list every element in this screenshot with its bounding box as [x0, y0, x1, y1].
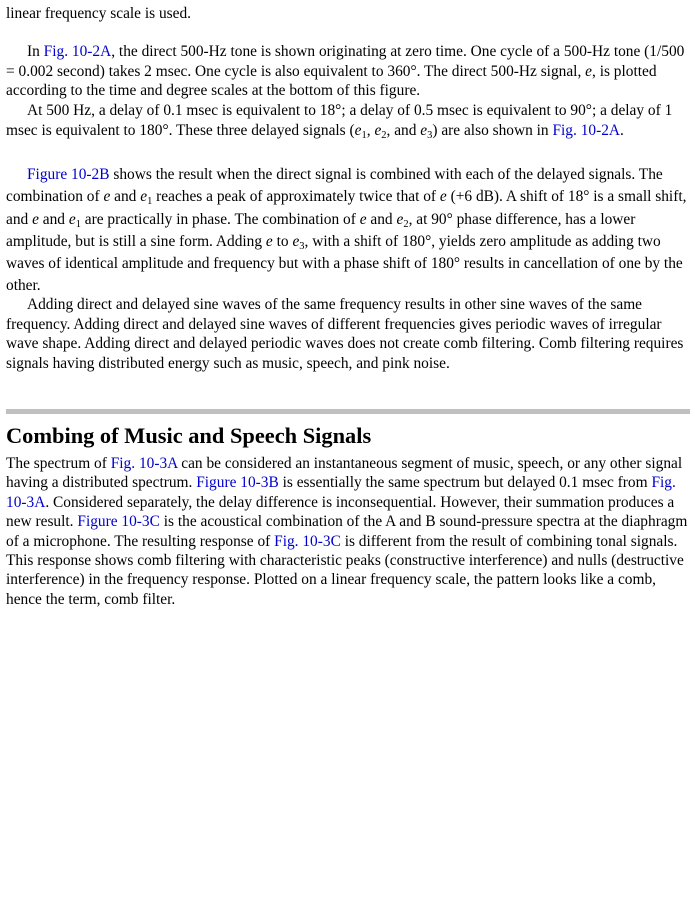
paragraph-sine-waves: Adding direct and delayed sine waves of the same frequency results in other sine waves of the same frequency. Adding direct and delayed sine waves of different frequencies gives periodic waves of irregular wave shape. Adding direct and delayed periodic waves does not create comb filtering. Comb filtering requires signals having distributed energy such as music, speech, and pink noise.	[6, 296, 684, 372]
link-figure-10-3c[interactable]: Figure 10-3C	[77, 513, 160, 531]
link-fig-10-2a[interactable]: Fig. 10-2A	[43, 43, 112, 60]
section-heading: Combing of Music and Speech Signals	[6, 423, 372, 448]
paragraph-delays: At 500 Hz, a delay of 0.1 msec is equivalent to 18°; a delay of 0.5 msec is equivalent to 90°; a delay of 1 msec is equivalent to 180°. These three delayed signals ($e_1$, $e_2$, and $e_3$) are also shown in Fig. 10-2A.	[6, 102, 673, 141]
paragraph-fig-10-2b: Figure 10-2B shows the result when the direct signal is combined with each of the delayed signals. The combination of e and $e_1$ reaches a peak of approximately twice that of e (+6 dB). A shift of 18° is a small shift, and e and $e_1$ are practically in phase. The combination of e and $e_2$, at 90° phase difference, has a lower amplitude, but is still a sine form. Adding e to $e_3$, with a shift of 180°, yields zero amplitude as adding two waves of identical amplitude and frequency but with a phase shift of 180° results in cancellation of one by the other.	[6, 166, 687, 295]
paragraph-fig-10-2a: In Fig. 10-2A, the direct 500-Hz tone is shown originating at zero time. One cycle of a 500-Hz tone (1/500 = 0.002 second) takes 2 msec. One cycle is also equivalent to 360°. The direct 500-Hz signal, e, is plotted according to the time and degree scales at the bottom of this figure.	[6, 43, 685, 100]
intro-line: linear frequency scale is used.	[6, 5, 192, 22]
paragraph-combing: The spectrum of Fig. 10-3A can be considered an instantaneous segment of music, speech, or any other signal having a distributed spectrum. Figure 10-3B is essentially the same spectrum but delayed 0.1 msec from Fig. 10-3A. Considered separately, the delay difference is inconsequential. However, their summation produces a new result. Figure 10-3C is the acoustical combination of the A and B sound-pressure spectra at the diaphragm of a microphone. The resulting response of Fig. 10-3C is different from the result of combining tonal signals. This response shows comb filtering with characteristic peaks (constructive interference) and nulls (destructive interference) in the frequency response. Plotted on a linear frequency scale, the pattern looks like a comb, hence the term, comb filter.	[6, 455, 688, 608]
link-figure-10-3b[interactable]: Figure 10-3B	[196, 474, 279, 492]
section-divider	[6, 409, 690, 414]
link-fig-10-2a-second[interactable]: Fig. 10-2A	[552, 121, 621, 139]
link-fig-10-3a-second[interactable]: Fig. 10-3A	[6, 474, 676, 511]
link-figure-10-2b[interactable]: Figure 10-2B	[27, 166, 110, 183]
link-fig-10-3a[interactable]: Fig. 10-3A	[110, 455, 178, 472]
link-fig-10-3c[interactable]: Fig. 10-3C	[274, 532, 341, 550]
